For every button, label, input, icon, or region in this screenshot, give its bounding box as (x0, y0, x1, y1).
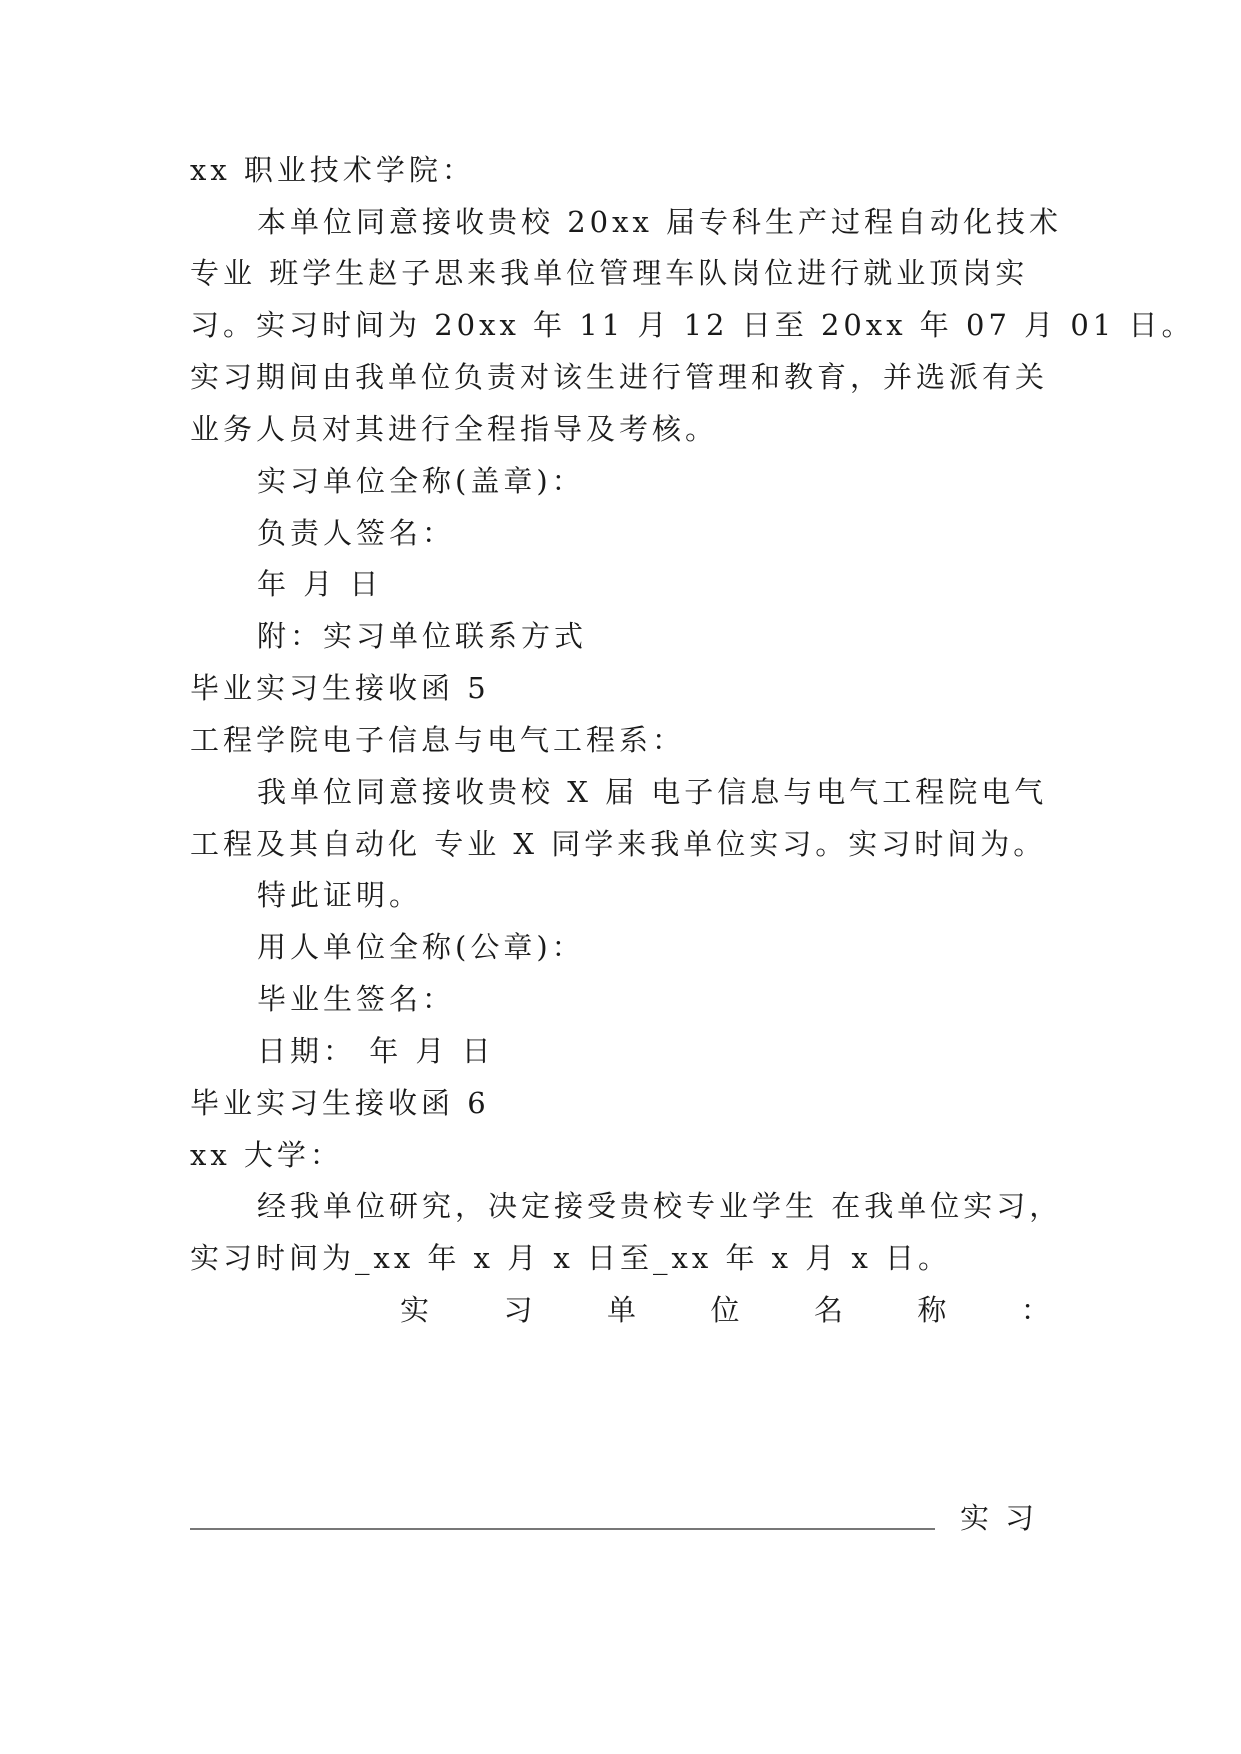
fill-in-blank-line (190, 1528, 935, 1530)
body-paragraph-line: 经我单位研究，决定接受贵校专业学生 在我单位实习， (257, 1189, 1063, 1223)
body-paragraph-line: 习。实习时间为 20xx 年 11 月 12 日至 20xx 年 07 月 01 日。 (190, 308, 1195, 342)
body-paragraph-line: 我单位同意接收贵校 X 届 电子信息与电气工程院电气 (257, 775, 1048, 809)
label-char: 单 (606, 1293, 636, 1327)
body-paragraph-line: 工程及其自动化 专业 X 同学来我单位实习。实习时间为。 (190, 827, 1047, 861)
body-paragraph-line: 业务人员对其进行全程指导及考核。 (190, 412, 719, 446)
date-line: 日期： 年 月 日 (257, 1034, 495, 1068)
company-name-label (400, 1290, 1050, 1330)
body-paragraph-line: 专业 班学生赵子思来我单位管理车队岗位进行就业顶岗实 (190, 256, 1029, 290)
date-line: 年 月 日 (257, 567, 383, 601)
attachment-line: 附：实习单位联系方式 (257, 619, 588, 653)
company-name-fill-row (190, 1492, 1050, 1538)
section-heading: 毕业实习生接收函 5 (190, 671, 490, 705)
company-seal-line: 实习单位全称(盖章)： (257, 464, 585, 498)
label-char: ： (1020, 1293, 1050, 1327)
label-char: 实 (400, 1293, 430, 1327)
label-char: 习 (503, 1293, 533, 1327)
signature-line: 毕业生签名： (257, 982, 456, 1016)
body-paragraph-line: 实习期间由我单位负责对该生进行管理和教育，并选派有关 (190, 360, 1049, 394)
body-paragraph-line: 本单位同意接收贵校 20xx 届专科生产过程自动化技术 (257, 205, 1063, 239)
label-char: 位 (710, 1293, 740, 1327)
label-char: 名 (813, 1293, 843, 1327)
addressee-line: xx 大学： (190, 1138, 343, 1172)
label-char: 称 (917, 1293, 947, 1327)
signature-line: 负责人签名： (257, 516, 456, 550)
section-heading: 毕业实习生接收函 6 (190, 1086, 490, 1120)
certification-line: 特此证明。 (257, 878, 423, 912)
trailing-text: 实习 (959, 1501, 1050, 1535)
company-seal-line: 用人单位全称(公章)： (257, 930, 585, 964)
addressee-line: 工程学院电子信息与电气工程系： (190, 723, 686, 757)
body-paragraph-line: 实习时间为_xx 年 x 月 x 日至_xx 年 x 月 x 日。 (190, 1241, 952, 1275)
addressee-line: xx 职业技术学院： (190, 153, 475, 187)
